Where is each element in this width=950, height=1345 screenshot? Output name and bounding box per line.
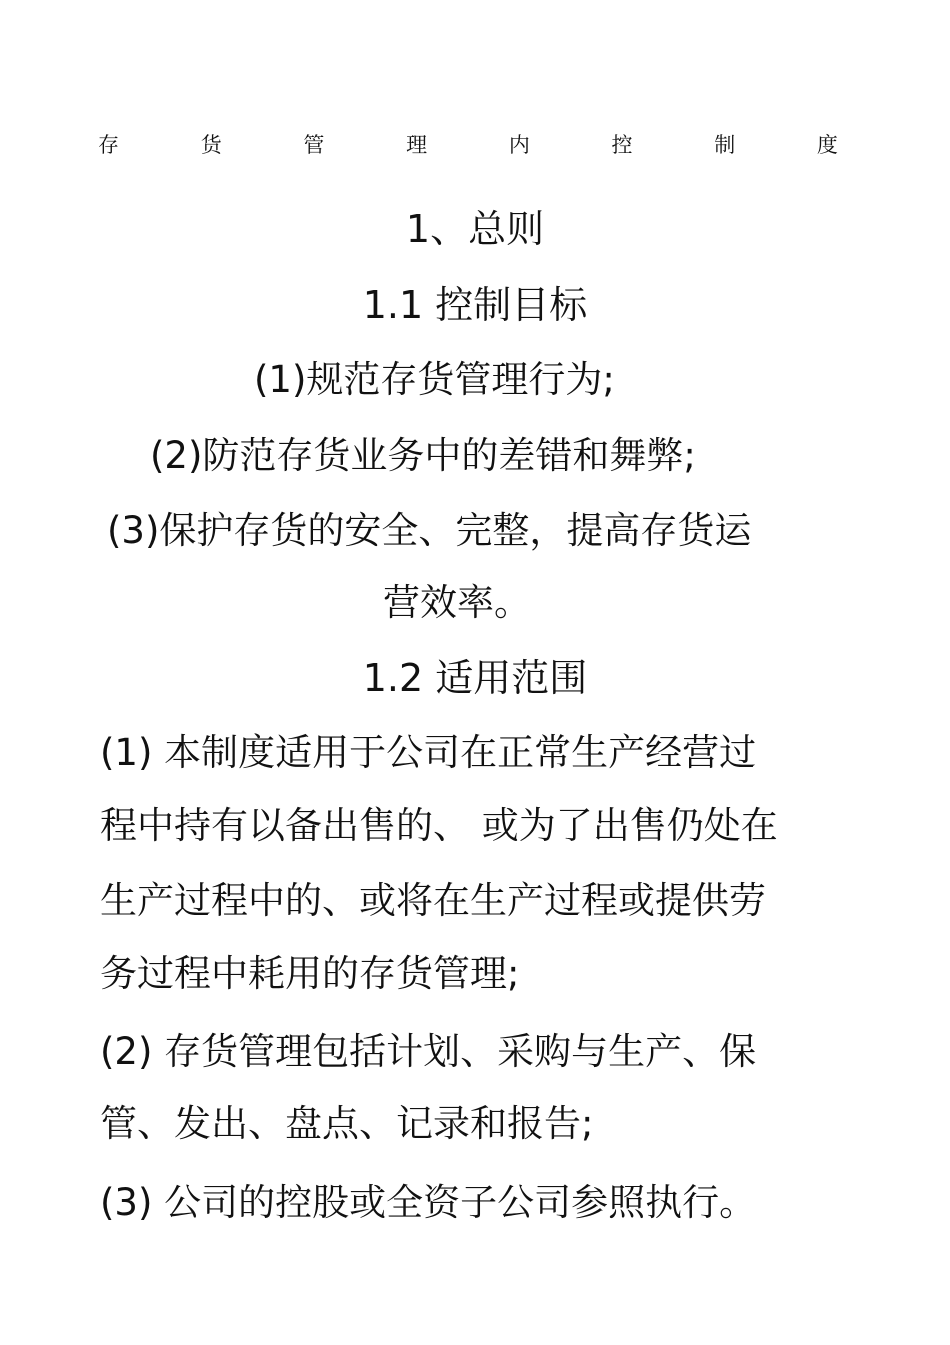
objective-item-2: (2)防范存货业务中的差错和舞弊;: [150, 434, 696, 477]
subsection-1-2-heading: 1.2 适用范围: [362, 656, 588, 700]
title-char: 管: [303, 133, 325, 157]
document-title: [98, 132, 838, 158]
title-char: 内: [508, 133, 530, 157]
scope-line: (1) 本制度适用于公司在正常生产经营过: [100, 731, 757, 774]
title-char: 控: [611, 133, 633, 157]
title-char: 存: [98, 133, 119, 157]
title-char: 货: [200, 133, 222, 157]
subsection-1-1-heading: 1.1 控制目标: [362, 283, 588, 327]
title-char: 理: [406, 133, 428, 157]
scope-line: (3) 公司的控股或全资子公司参照执行。: [100, 1181, 757, 1224]
section-1-heading: 1、总则: [405, 207, 545, 251]
objective-item-3-continuation: 营效率。: [383, 581, 531, 624]
scope-line: 管、发出、盘点、记录和报告;: [100, 1102, 594, 1145]
scope-line: 生产过程中的、或将在生产过程或提供劳: [100, 879, 766, 922]
scope-line: (2) 存货管理包括计划、采购与生产、保: [100, 1030, 757, 1073]
objective-item-3: (3)保护存货的安全、完整，提高存货运: [107, 509, 752, 552]
title-char: 制: [714, 133, 736, 157]
scope-line: 程中持有以备出售的、 或为了出售仍处在: [100, 804, 778, 847]
scope-line: 务过程中耗用的存货管理;: [100, 952, 520, 995]
title-char: 度: [816, 133, 838, 157]
objective-item-1: (1)规范存货管理行为;: [254, 358, 615, 401]
